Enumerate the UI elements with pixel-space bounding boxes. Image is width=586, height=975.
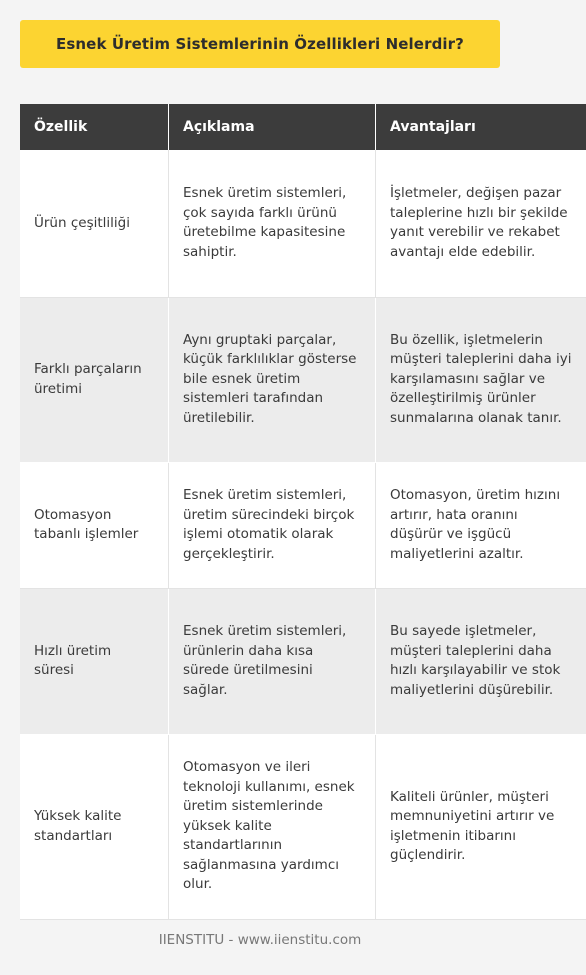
cell-advantage: Bu sayede işletmeler, müşteri taleplerini daha hızlı karşılayabilir ve stok maliyetlerini düşürebilir. [376,588,586,734]
table-header-row [20,104,586,150]
footer-text: IIENSTITU - www.iienstitu.com [158,932,362,948]
cell-advantage: Bu özellik, işletmelerin müşteri taleplerini daha iyi karşılamasını sağlar ve özelleştirilmiş ürünler sunmalarına olanak tanır. [376,297,586,462]
table-row [20,297,586,462]
header-description: Açıklama [169,104,376,150]
cell-advantage: İşletmeler, değişen pazar taleplerine hızlı bir şekilde yanıt verebilir ve rekabet avantajı elde edebilir. [376,150,586,297]
cell-feature: Hızlı üretim süresi [20,588,169,734]
cell-feature: Ürün çeşitliliği [20,150,169,297]
header-feature: Özellik [20,104,169,150]
cell-advantage: Otomasyon, üretim hızını artırır, hata oranını düşürür ve işgücü maliyetlerini azaltır. [376,462,586,588]
table-row [20,462,586,588]
cell-description: Esnek üretim sistemleri, ürünlerin daha kısa sürede üretilmesini sağlar. [169,588,376,734]
cell-advantage: Kaliteli ürünler, müşteri memnuniyetini artırır ve işletmenin itibarını güçlendirir. [376,734,586,919]
cell-feature: Farklı parçaların üretimi [20,297,169,462]
cell-description: Aynı gruptaki parçalar, küçük farklılıklar gösterse bile esnek üretim sistemleri tarafından üretilebilir. [169,297,376,462]
table-row [20,588,586,734]
cell-feature: Yüksek kalite standartları [20,734,169,919]
title-banner [20,20,500,68]
page-title: Esnek Üretim Sistemlerinin Özellikleri Nelerdir? [56,35,464,53]
header-advantage: Avantajları [376,104,586,150]
features-table [20,104,586,920]
cell-feature: Otomasyon tabanlı işlemler [20,462,169,588]
table-row [20,150,586,297]
cell-description: Esnek üretim sistemleri, üretim sürecindeki birçok işlemi otomatik olarak gerçekleştirir. [169,462,376,588]
cell-description: Esnek üretim sistemleri, çok sayıda farklı ürünü üretebilme kapasitesine sahiptir. [169,150,376,297]
cell-description: Otomasyon ve ileri teknoloji kullanımı, esnek üretim sistemlerinde yüksek kalite standartlarının sağlanmasına yardımcı olur. [169,734,376,919]
table-row [20,734,586,919]
